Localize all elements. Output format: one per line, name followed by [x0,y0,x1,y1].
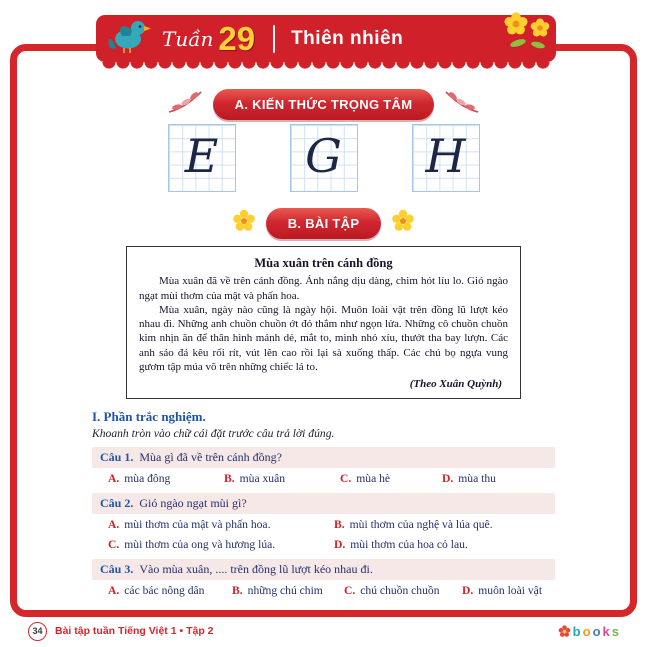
option-a: A. mùi thơm của mật và phấn hoa. [108,517,271,531]
option-d: D. mùa thu [442,471,496,485]
book-title: Bài tập tuần Tiếng Việt 1 • Tập 2 [55,625,214,637]
question-label: Câu 2. [100,495,134,510]
option-b: B. mùi thơm của nghệ và lúa quê. [334,517,493,531]
question-2 [92,493,555,555]
leaf-sprig-icon [167,88,203,121]
section-a-title: A. KIẾN THỨC TRỌNG TÂM [213,89,435,120]
cursive-letter: H [425,129,466,183]
flowers-icon [498,8,556,57]
reading-passage [126,246,521,399]
option-a: A. mùa đông [108,471,171,485]
week-group [162,20,255,58]
page-content [92,246,555,605]
letter-grid-g [290,124,358,192]
letter-grid-e [168,124,236,192]
quiz-part-title: I. Phần trắc nghiệm. [92,408,206,424]
page-number: 34 [28,622,47,641]
section-b-title: B. BÀI TẬP [266,208,382,239]
handwriting-letters [0,124,647,192]
question-2-options [92,514,555,555]
reading-paragraph-1: Mùa xuân đã về trên cánh đồng. Ánh nắng dịu dàng, chim hót líu lo. Gió ngào ngạt mùi thơm của mật và phấn hoa. [139,275,508,302]
page-footer [28,621,619,641]
week-topic: Thiên nhiên [291,27,404,49]
question-text: Vào mùa xuân, .... trên đồng lũ lượt kéo nhau đi. [139,561,373,576]
week-label: Tuần [162,26,214,51]
letter-grid-h [412,124,480,192]
reading-title: Mùa xuân trên cánh đồng [254,256,393,270]
publisher-logo: b o o k s [558,624,619,639]
section-b-header [0,208,647,239]
option-d: D. muôn loài vật [462,583,543,597]
section-a-header [0,88,647,121]
question-1-bar [92,447,555,468]
bird-icon [106,14,152,61]
question-label: Câu 3. [100,561,134,576]
cursive-letter: G [305,129,342,183]
question-text: Gió ngào ngạt mùi gì? [139,495,247,510]
quiz-instruction: Khoanh tròn vào chữ cái đặt trước câu trả lời đúng. [92,426,335,440]
option-a: A. các bác nông dân [108,583,205,597]
cursive-letter: E [184,129,219,183]
option-c: C. mùi thơm của ong và hương lúa. [108,537,276,551]
question-text: Mùa gì đã về trên cánh đồng? [139,449,282,464]
option-c: C. chú chuồn chuồn [344,583,440,597]
reading-attribution: (Theo Xuân Quỳnh) [409,378,502,391]
leaf-sprig-icon [444,88,480,121]
week-number: 29 [218,19,256,57]
question-1-options [92,468,555,489]
header-divider [273,25,275,53]
question-3-options [92,580,555,601]
option-b: B. mùa xuân [224,471,286,485]
flower-icon [391,209,415,238]
reading-paragraph-2: Mùa xuân, ngày nào cũng là ngày hội. Muôn loài vật trên đồng lũ lượt kéo nhau đi. Những anh chuồn chuồn ớt đỏ thắm như ngọn lửa. Những cô chuồn chuồn kim nhịn ăn để thân hình mảnh dẻ, mắt to, mình nhỏ xíu, thướt tha bay lượn. Các anh sáo đá kêu rối rít, vút lên cao rồi lại sà xuống thấp. Các chú bọ ngựa vung gươm tập múa võ trên những chiếc lá to. [139,303,508,374]
scallop-edge [102,62,550,71]
logo-flower-icon [558,625,571,638]
question-label: Câu 1. [100,449,134,464]
header-band [96,15,556,62]
question-2-bar [92,493,555,514]
option-d: D. mùi thơm của hoa cỏ lau. [334,537,468,551]
question-3-bar [92,559,555,580]
option-c: C. mùa hè [340,471,391,485]
option-b: B. những chú chim [232,583,323,597]
flower-icon [232,209,256,238]
question-1 [92,447,555,489]
question-3 [92,559,555,601]
